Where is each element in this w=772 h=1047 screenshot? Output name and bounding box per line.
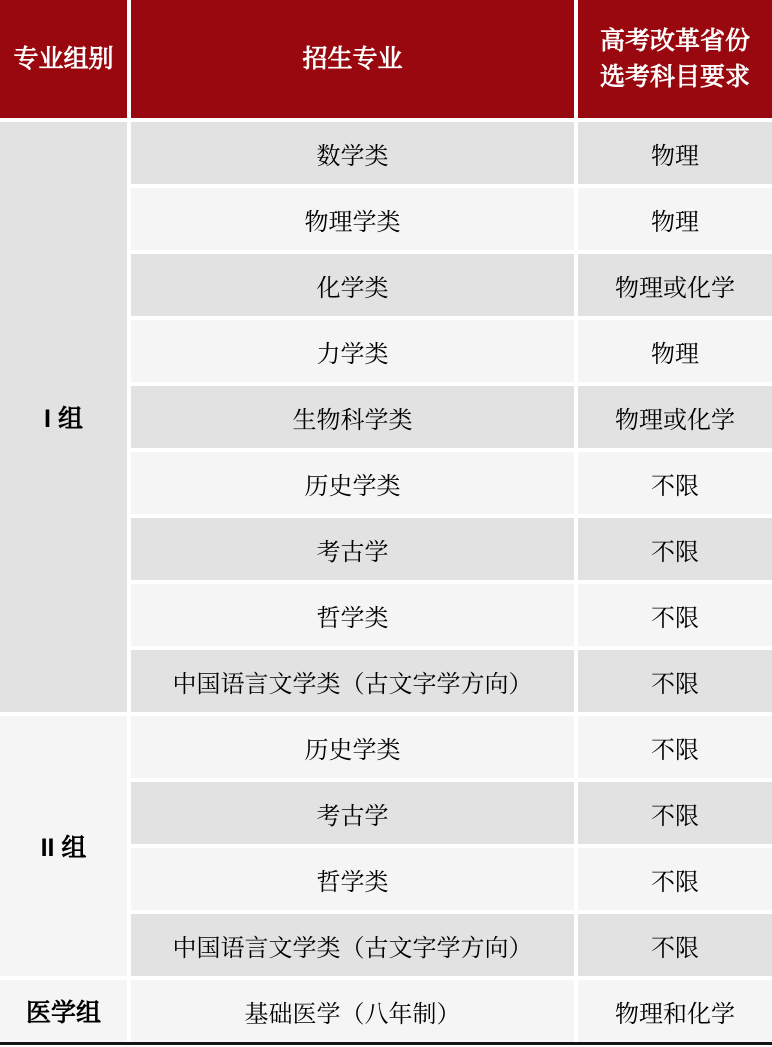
requirement-cell: 不限 [578,650,772,712]
requirement-cell: 物理和化学 [578,980,772,1042]
major-cell: 数学类 [131,122,574,184]
major-cell: 哲学类 [131,848,574,910]
requirement-cell: 物理或化学 [578,254,772,316]
requirement-cell: 物理 [578,122,772,184]
major-cell: 力学类 [131,320,574,382]
major-cell: 历史学类 [131,716,574,778]
header-col-requirement [578,0,772,118]
table-bottom-border [0,1042,772,1045]
group-cell-3: 医学组 [0,980,127,1042]
major-cell: 哲学类 [131,584,574,646]
header-col-major [131,0,574,118]
requirement-cell: 不限 [578,518,772,580]
requirement-cell: 物理 [578,188,772,250]
major-cell: 考古学 [131,518,574,580]
major-cell: 历史学类 [131,452,574,514]
requirement-cell: 物理或化学 [578,386,772,448]
requirement-cell: 物理 [578,320,772,382]
header-col-major-label: 招生专业 [302,44,403,73]
requirement-cell: 不限 [578,716,772,778]
requirement-cell: 不限 [578,584,772,646]
header-col-requirement-line1: 高考改革省份 [599,26,750,55]
requirement-cell: 不限 [578,914,772,976]
major-cell: 物理学类 [131,188,574,250]
header-col-group [0,0,127,118]
header-col-requirement-line2: 选考科目要求 [599,63,750,91]
requirement-cell: 不限 [578,848,772,910]
header-col-group-label: 专业组别 [13,44,114,73]
group-cell-2: II 组 [0,716,127,976]
major-cell: 生物科学类 [131,386,574,448]
major-cell: 考古学 [131,782,574,844]
major-cell: 化学类 [131,254,574,316]
requirement-cell: 不限 [578,782,772,844]
major-cell: 基础医学（八年制） [131,980,574,1042]
group-cell-1: I 组 [0,122,127,712]
requirement-cell: 不限 [578,452,772,514]
major-cell: 中国语言文学类（古文字学方向） [131,650,574,712]
major-cell: 中国语言文学类（古文字学方向） [131,914,574,976]
